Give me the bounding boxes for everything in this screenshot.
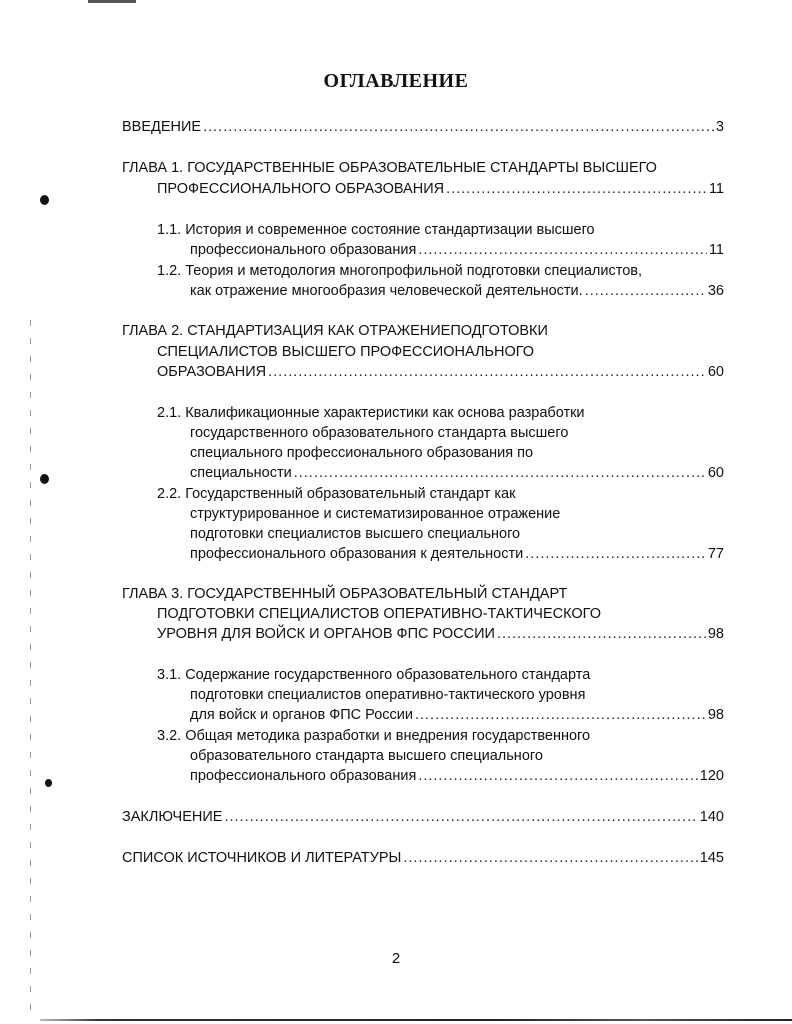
toc-entry-chapter-3[interactable] (157, 624, 724, 644)
leader-dots (497, 624, 706, 644)
toc-entry-section-1-1[interactable] (190, 240, 724, 260)
toc-page-number: 60 (707, 465, 724, 481)
toc-page-number: 77 (707, 546, 724, 562)
toc-page-number: 145 (699, 850, 724, 866)
toc-entry-intro[interactable] (122, 117, 724, 137)
toc-entry-label: для войск и органов ФПС России (190, 707, 413, 723)
toc-entry-label: ПРОФЕССИОНАЛЬНОГО ОБРАЗОВАНИЯ (157, 181, 445, 197)
toc-entry-label: ОБРАЗОВАНИЯ (157, 364, 267, 380)
toc-page-number: 98 (707, 707, 724, 723)
leader-dots (415, 705, 706, 725)
toc-page-number: 11 (708, 242, 724, 258)
toc-entry-sources[interactable] (122, 848, 724, 868)
scan-artifact-top (88, 0, 136, 3)
toc-entry-chapter-2[interactable] (157, 362, 724, 382)
scan-artifact-left-edge (30, 320, 31, 1020)
section-2-1-line-2[interactable]: государственного образовательного стандарта высшего (190, 425, 569, 441)
section-2-2-line-3[interactable]: подготовки специалистов высшего специального (190, 526, 521, 542)
chapter-2-heading-line-2[interactable]: СПЕЦИАЛИСТОВ ВЫСШЕГО ПРОФЕССИОНАЛЬНОГО (157, 344, 535, 360)
chapter-3-heading-line-2[interactable]: ПОДГОТОВКИ СПЕЦИАЛИСТОВ ОПЕРАТИВНО-ТАКТИЧЕСКОГО (157, 606, 601, 622)
section-3-1-line-2[interactable]: подготовки специалистов оперативно-тактического уровня (190, 687, 586, 703)
leader-dots (294, 463, 706, 483)
toc-entry-label: профессионального образования (190, 242, 417, 258)
toc-entry-label: ВВЕДЕНИЕ (122, 119, 202, 135)
leader-dots (403, 848, 697, 868)
toc-page-number: 11 (708, 181, 724, 197)
toc-entry-section-2-1[interactable] (190, 463, 724, 483)
leader-dots (224, 807, 697, 827)
leader-dots (585, 281, 706, 301)
toc-page-number: 120 (699, 768, 724, 784)
leader-dots (418, 240, 707, 260)
toc-entry-section-3-2[interactable] (190, 766, 724, 786)
punch-hole-mark (45, 779, 52, 787)
toc-entry-label: как отражение многообразия человеческой деятельности. (190, 283, 583, 299)
punch-hole-mark (40, 195, 49, 205)
toc-entry-section-2-2[interactable] (190, 544, 724, 564)
section-1-1-line-1[interactable]: 1.1. История и современное состояние стандартизации высшего (157, 222, 595, 238)
toc-entry-label: специальности (190, 465, 292, 481)
chapter-1-heading-line-1[interactable]: ГЛАВА 1. ГОСУДАРСТВЕННЫЕ ОБРАЗОВАТЕЛЬНЫЕ СТАНДАРТЫ ВЫСШЕГО (122, 160, 657, 176)
section-1-2-line-1[interactable]: 1.2. Теория и методология многопрофильной подготовки специалистов, (157, 263, 643, 279)
section-2-2-line-2[interactable]: структурированное и систематизированное отражение (190, 506, 561, 522)
toc-page-number: 98 (707, 626, 724, 642)
leader-dots (446, 179, 707, 199)
section-3-2-line-1[interactable]: 3.2. Общая методика разработки и внедрения государственного (157, 728, 591, 744)
leader-dots (203, 117, 714, 137)
section-2-1-line-1[interactable]: 2.1. Квалификационные характеристики как основа разработки (157, 405, 585, 421)
chapter-2-heading-line-1[interactable]: ГЛАВА 2. СТАНДАРТИЗАЦИЯ КАК ОТРАЖЕНИЕПОДГОТОВКИ (122, 323, 548, 339)
toc-page-number: 60 (707, 364, 724, 380)
toc-entry-chapter-1[interactable] (157, 179, 724, 199)
section-2-1-line-3[interactable]: специального профессионального образования по (190, 445, 534, 461)
leader-dots (268, 362, 706, 382)
section-3-2-line-2[interactable]: образовательного стандарта высшего специального (190, 748, 543, 764)
toc-entry-label: профессионального образования (190, 768, 417, 784)
leader-dots (418, 766, 697, 786)
toc-entry-label: СПИСОК ИСТОЧНИКОВ И ЛИТЕРАТУРЫ (122, 850, 402, 866)
toc-page-number: 3 (715, 119, 724, 135)
chapter-3-heading-line-1[interactable]: ГЛАВА 3. ГОСУДАРСТВЕННЫЙ ОБРАЗОВАТЕЛЬНЫЙ СТАНДАРТ (122, 586, 568, 602)
scan-artifact-bottom (40, 1019, 792, 1021)
toc-page-number: 36 (707, 283, 724, 299)
page-title: ОГЛАВЛЕНИЕ (323, 70, 469, 92)
toc-entry-label: УРОВНЯ ДЛЯ ВОЙСК И ОРГАНОВ ФПС РОССИИ (157, 626, 495, 642)
toc-entry-label: профессионального образования к деятельности (190, 546, 524, 562)
page-number: 2 (391, 950, 401, 967)
toc-page-number: 140 (699, 809, 724, 825)
leader-dots (525, 544, 706, 564)
section-3-1-line-1[interactable]: 3.1. Содержание государственного образовательного стандарта (157, 667, 591, 683)
section-2-2-line-1[interactable]: 2.2. Государственный образовательный стандарт как (157, 486, 516, 502)
toc-entry-section-3-1[interactable] (190, 705, 724, 725)
toc-entry-section-1-2[interactable] (190, 281, 724, 301)
punch-hole-mark (40, 474, 49, 484)
toc-entry-conclusion[interactable] (122, 807, 724, 827)
toc-entry-label: ЗАКЛЮЧЕНИЕ (122, 809, 223, 825)
